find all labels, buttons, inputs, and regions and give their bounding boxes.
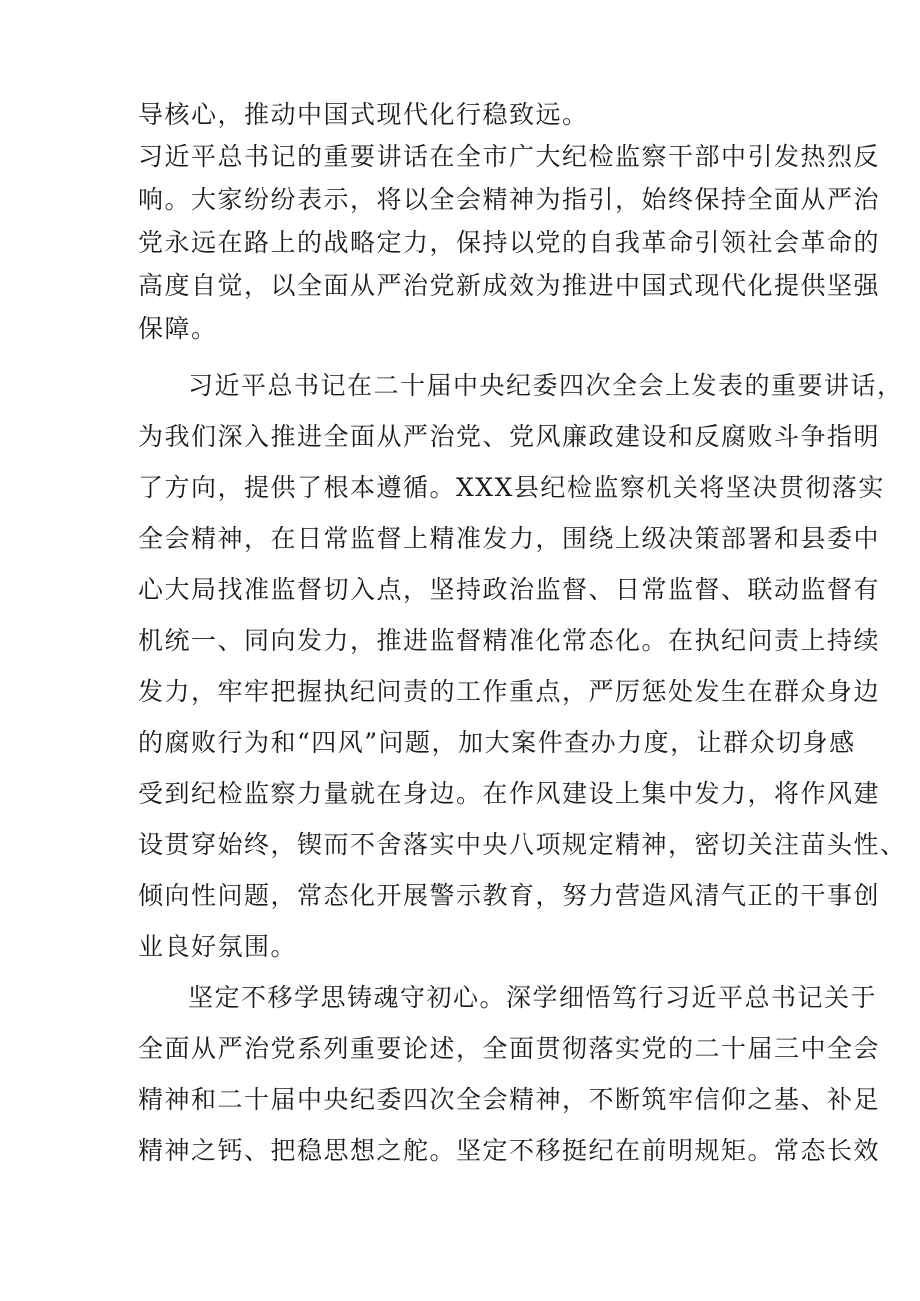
text-line: 发力，牢牢把握执纪问责的工作重点，严厉惩处发生在群众身边 bbox=[138, 677, 881, 706]
text-line: 机统一、同向发力，推进监督精准化常态化。在执纪问责上持续 bbox=[138, 626, 881, 655]
text-line: 坚定不移学思铸魂守初心。深学细悟笃行习近平总书记关于 bbox=[188, 983, 878, 1012]
text-line: 党永远在路上的战略定力，保持以党的自我革命引领社会革命的 bbox=[138, 228, 881, 257]
text-line: 精神和二十届中央纪委四次全会精神，不断筑牢信仰之基、补足 bbox=[138, 1085, 881, 1114]
text-line: 了方向，提供了根本遵循。XXX县纪检监察机关将坚决贯彻落实 bbox=[138, 473, 885, 502]
text-line: 倾向性问题，常态化开展警示教育，努力营造风清气正的干事创 bbox=[138, 881, 881, 910]
text-line: 全会精神，在日常监督上精准发力，围绕上级决策部署和县委中 bbox=[138, 524, 881, 553]
text-line: 习近平总书记的重要讲话在全市广大纪检监察干部中引发热烈反 bbox=[138, 142, 881, 171]
text-line: 全面从严治党系列重要论述，全面贯彻落实党的二十届三中全会 bbox=[138, 1034, 881, 1063]
text-line: 导核心，推动中国式现代化行稳致远。 bbox=[138, 100, 589, 129]
text-line: 精神之钙、把稳思想之舵。坚定不移挺纪在前明规矩。常态长效 bbox=[138, 1136, 881, 1165]
text-line: 设贯穿始终，锲而不舍落实中央八项规定精神，密切关注苗头性、 bbox=[138, 830, 907, 859]
text-line: 的腐败行为和“四风”问题，加大案件查办力度，让群众切身感 bbox=[138, 728, 856, 757]
text-line: 受到纪检监察力量就在身边。在作风建设上集中发力，将作风建 bbox=[138, 779, 881, 808]
text-line: 习近平总书记在二十届中央纪委四次全会上发表的重要讲话， bbox=[188, 371, 904, 400]
text-line: 保障。 bbox=[138, 314, 218, 343]
text-line: 为我们深入推进全面从严治党、党风廉政建设和反腐败斗争指明 bbox=[138, 422, 881, 451]
text-line: 业良好氛围。 bbox=[138, 932, 298, 961]
text-line: 心大局找准监督切入点，坚持政治监督、日常监督、联动监督有 bbox=[138, 575, 881, 604]
text-line: 响。大家纷纷表示，将以全会精神为指引，始终保持全面从严治 bbox=[138, 185, 881, 214]
text-line: 高度自觉，以全面从严治党新成效为推进中国式现代化提供坚强 bbox=[138, 271, 881, 300]
